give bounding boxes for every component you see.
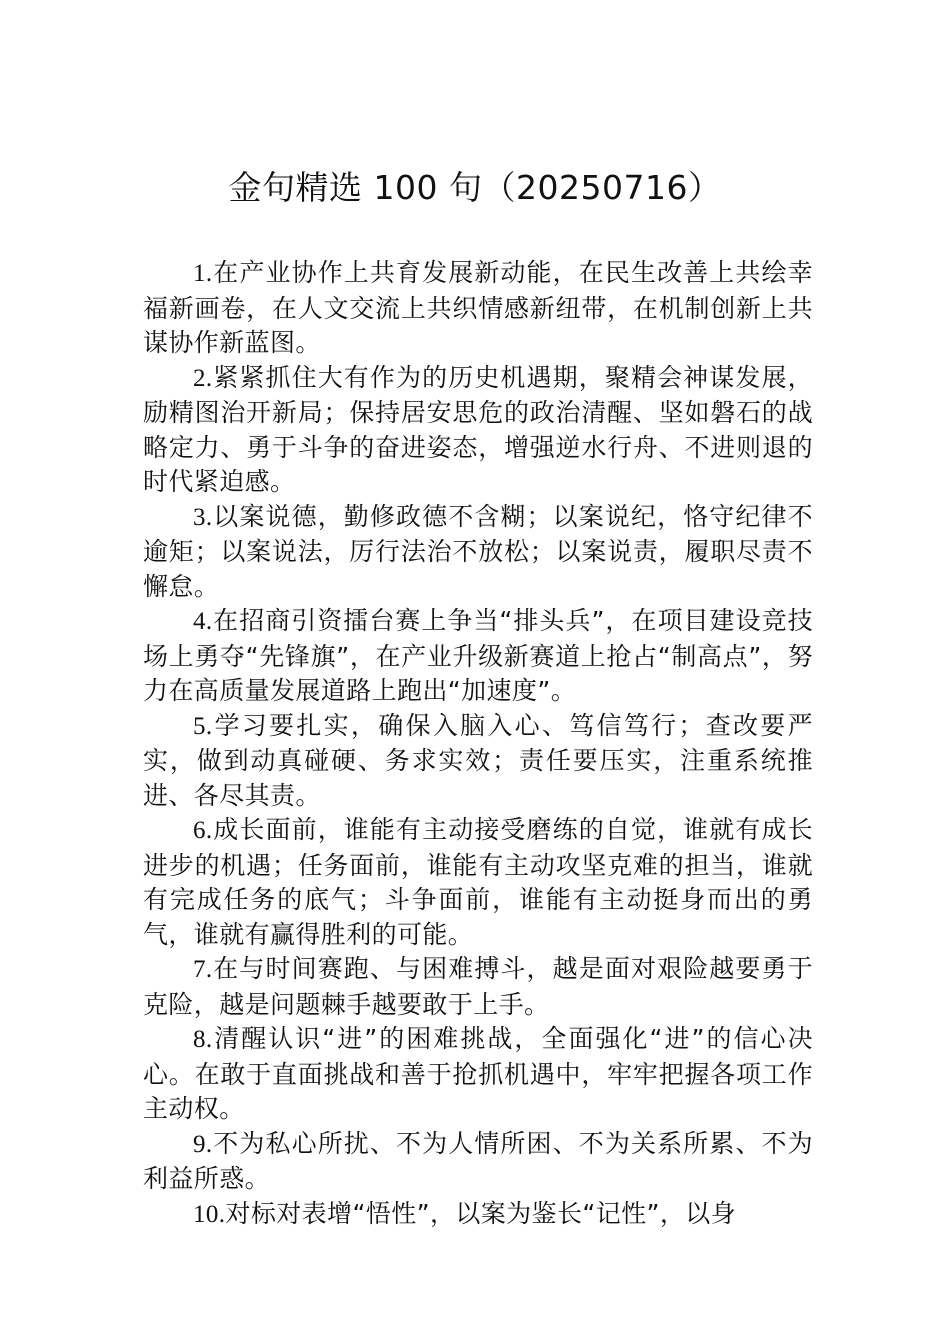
- paragraph-number: 8.: [193, 1026, 213, 1053]
- paragraph-number: 3.: [193, 503, 213, 531]
- paragraph-4: [143, 604, 813, 709]
- paragraph-10: [143, 1197, 813, 1233]
- paragraph-number: 4.: [193, 608, 213, 635]
- document-body: [143, 256, 813, 1232]
- paragraph-1: [143, 256, 813, 361]
- paragraph-number: 10.: [193, 1200, 226, 1228]
- paragraph-text: 对标对表增“悟性”，以案为鉴长“记性”，以身: [225, 1198, 737, 1228]
- paragraph-text: 紧紧抓住大有作为的历史机遇期，聚精会神谋发展，励精图治开新局；保持居安思危的政治清醒、坚如磐石的战略定力、勇于斗争的奋进姿态，增强逆水行舟、不进则退的时代紧迫感。: [143, 362, 813, 496]
- paragraph-text: 不为私心所扰、不为人情所困、不为关系所累、不为利益所惑。: [143, 1128, 813, 1193]
- page-title: 金句精选 100 句（20250716）: [228, 168, 722, 207]
- paragraph-text: 以案说德，勤修政德不含糊；以案说纪，恪守纪律不逾矩；以案说法，厉行法治不放松；以案说责，履职尽责不懈怠。: [143, 501, 813, 601]
- paragraph-text: 在产业协作上共育发展新动能，在民生改善上共绘幸福新画卷，在人文交流上共织情感新纽带，在机制创新上共谋协作新蓝图。: [143, 258, 813, 357]
- paragraph-5: [143, 709, 813, 814]
- paragraph-text: 学习要扎实，确保入脑入心、笃信笃行；查改要严实，做到动真碰硬、务求实效；责任要压实，注重系统推进、各尽其责。: [143, 710, 813, 810]
- paragraph-3: [143, 500, 813, 605]
- paragraph-8: [143, 1022, 813, 1127]
- paragraph-number: 2.: [193, 364, 213, 392]
- paragraph-6: [143, 813, 813, 952]
- paragraph-text: 清醒认识“进”的困难挑战，全面强化“进”的信心决心。在敢于直面挑战和善于抢抓机遇中，牢牢把握各项工作主动权。: [143, 1024, 813, 1123]
- paragraph-2: [143, 361, 813, 500]
- paragraph-number: 5.: [193, 712, 213, 740]
- paragraph-7: [143, 952, 813, 1022]
- paragraph-number: 7.: [193, 956, 213, 983]
- paragraph-number: 9.: [193, 1130, 213, 1158]
- paragraph-9: [143, 1127, 813, 1197]
- paragraph-text: 在与时间赛跑、与困难搏斗，越是面对艰险越要勇于克险，越是问题棘手越要敢于上手。: [143, 954, 813, 1019]
- paragraph-text: 成长面前，谁能有主动接受磨练的自觉，谁就有成长进步的机遇；任务面前，谁能有主动攻坚克难的担当，谁就有完成任务的底气；斗争面前，谁能有主动挺身而出的勇气，谁就有赢得胜利的可能。: [143, 815, 813, 949]
- paragraph-number: 6.: [193, 817, 213, 844]
- paragraph-number: 1.: [193, 260, 213, 287]
- paragraph-text: 在招商引资擂台赛上争当“排头兵”，在项目建设竞技场上勇夺“先锋旗”，在产业升级新赛道上抢占“制高点”，努力在高质量发展道路上跑出“加速度”。: [143, 606, 813, 705]
